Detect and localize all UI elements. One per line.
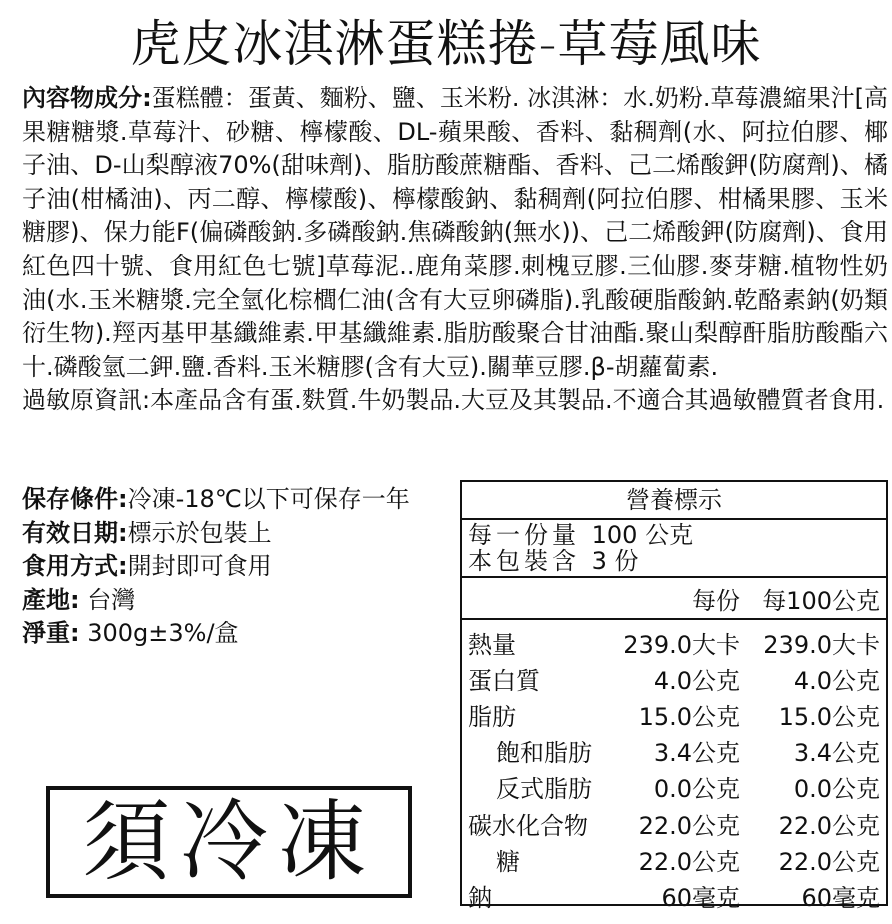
- info-storage: [22, 483, 462, 517]
- product-title: 虎皮冰淇淋蛋糕捲-草莓風味: [130, 15, 762, 73]
- nutrient-per-100g: 0.0公克: [793, 775, 880, 804]
- nutrient-row-energy: [462, 624, 886, 660]
- nutrition-title: 營養標示: [462, 482, 886, 520]
- ingredients-paragraph: [22, 82, 888, 384]
- nutrient-per-100g: 3.4公克: [793, 739, 880, 768]
- nutrient-name: 蛋白質: [468, 666, 540, 695]
- nutrient-per-serving: 3.4公克: [653, 739, 740, 768]
- nutrient-name: 脂肪: [468, 702, 516, 731]
- col-per-100g: 每100公克: [762, 586, 880, 615]
- nutrient-per-serving: 4.0公克: [653, 666, 740, 695]
- nutrient-per-serving: 0.0公克: [653, 775, 740, 804]
- servings-value: 3 份: [591, 547, 639, 575]
- nutrient-per-serving: 22.0公克: [638, 847, 740, 876]
- serving-size-value: 100 公克: [591, 521, 694, 549]
- servings-label: 本包裝含: [468, 547, 580, 575]
- allergen-info: 過敏原資訊:本產品含有蛋.麩質.牛奶製品.大豆及其製品.不適合其過敏體質者食用.: [22, 386, 885, 415]
- nutrient-per-100g: 15.0公克: [778, 702, 880, 731]
- nutrient-name: 糖: [496, 847, 520, 876]
- nutrient-per-100g: 22.0公克: [778, 847, 880, 876]
- servings-per-pack: [468, 548, 880, 574]
- ingredients-section: [22, 82, 888, 418]
- nutrient-row-sugar: [462, 841, 886, 877]
- info-label: 淨重:: [22, 619, 80, 648]
- info-value: 開封即可食用: [127, 552, 272, 581]
- nutrient-per-100g: 60毫克: [801, 883, 880, 912]
- nutrient-name: 反式脂肪: [496, 775, 592, 804]
- info-value: 標示於包裝上: [127, 518, 272, 547]
- nutrient-per-100g: 239.0大卡: [763, 630, 880, 659]
- nutrient-row-carbohydrate: [462, 805, 886, 841]
- info-origin: [22, 584, 462, 618]
- info-usage: [22, 550, 462, 584]
- info-label: 產地:: [22, 585, 80, 614]
- nutrient-name: 熱量: [468, 630, 516, 659]
- ingredients-label: 內容物成分:: [22, 84, 152, 112]
- nutrient-per-serving: 15.0公克: [638, 702, 740, 731]
- info-value: 台灣: [79, 585, 136, 614]
- col-per-serving: 每份: [692, 586, 740, 615]
- nutrient-row-protein: [462, 660, 886, 696]
- ingredients-text: 蛋糕體：蛋黃、麵粉、鹽、玉米粉. 冰淇淋：水.奶粉.草莓濃縮果汁[高果糖糖漿.草莓汁、砂糖、檸檬酸、DL-蘋果酸、香料、黏稠劑(水、阿拉伯膠、椰子油、D-山梨醇液70%(甜味劑)、脂肪酸蔗糖酯、香料、己二烯酸鉀(防腐劑)、橘子油(柑橘油)、丙二醇、檸檬酸)、檸檬酸鈉、黏稠劑(阿拉伯膠、柑橘果膠、玉米糖膠)、保力能F(偏磷酸鈉.多磷酸鈉.焦磷酸鈉(無水))、己二烯酸鉀(防腐劑)、食用紅色四十號、食用紅色七號]草莓泥..鹿角菜膠.刺槐豆膠.三仙膠.麥芽糖.植物性奶油(水.玉米糖漿.完全氫化棕櫚仁油(含有大豆卵磷脂).乳酸硬脂酸鈉.乾酪素鈉(奶類衍生物).羥丙基甲基纖維素.甲基纖維素.脂肪酸聚合甘油酯.聚山梨醇酐脂肪酸酯六十.磷酸氫二鉀.鹽.香料.玉米糖膠(含有大豆).關華豆膠.β-胡蘿蔔素.: [22, 84, 888, 381]
- info-expiry: [22, 517, 462, 551]
- nutrient-name: 鈉: [468, 883, 492, 912]
- nutrient-row-saturated-fat: [462, 733, 886, 769]
- product-info: [22, 483, 462, 651]
- info-label: 保存條件:: [22, 485, 128, 513]
- nutrient-row-sodium: [462, 877, 886, 913]
- nutrient-per-100g: 22.0公克: [778, 811, 880, 840]
- nutrient-per-serving: 60毫克: [661, 883, 740, 912]
- nutrition-header: [462, 578, 886, 620]
- serving-size-label: 每一份量: [468, 521, 580, 549]
- nutrient-row-fat: [462, 696, 886, 732]
- keep-frozen-stamp: 須冷凍: [46, 786, 412, 898]
- nutrient-per-serving: 22.0公克: [638, 811, 740, 840]
- nutrient-row-trans-fat: [462, 769, 886, 805]
- nutrient-name: 碳水化合物: [468, 811, 588, 840]
- serving-info: [462, 520, 886, 578]
- nutrient-name: 飽和脂肪: [496, 739, 592, 768]
- nutrition-table: [460, 480, 888, 912]
- info-net-weight: [22, 617, 462, 651]
- nutrition-rows: [462, 620, 886, 914]
- info-value: 冷凍-18℃以下可保存一年: [127, 485, 410, 513]
- nutrient-per-100g: 4.0公克: [793, 666, 880, 695]
- info-label: 有效日期:: [22, 518, 128, 547]
- info-value: 300g±3%/盒: [79, 619, 239, 648]
- info-label: 食用方式:: [22, 552, 128, 581]
- nutrient-per-serving: 239.0大卡: [623, 630, 740, 659]
- serving-size: [468, 522, 880, 548]
